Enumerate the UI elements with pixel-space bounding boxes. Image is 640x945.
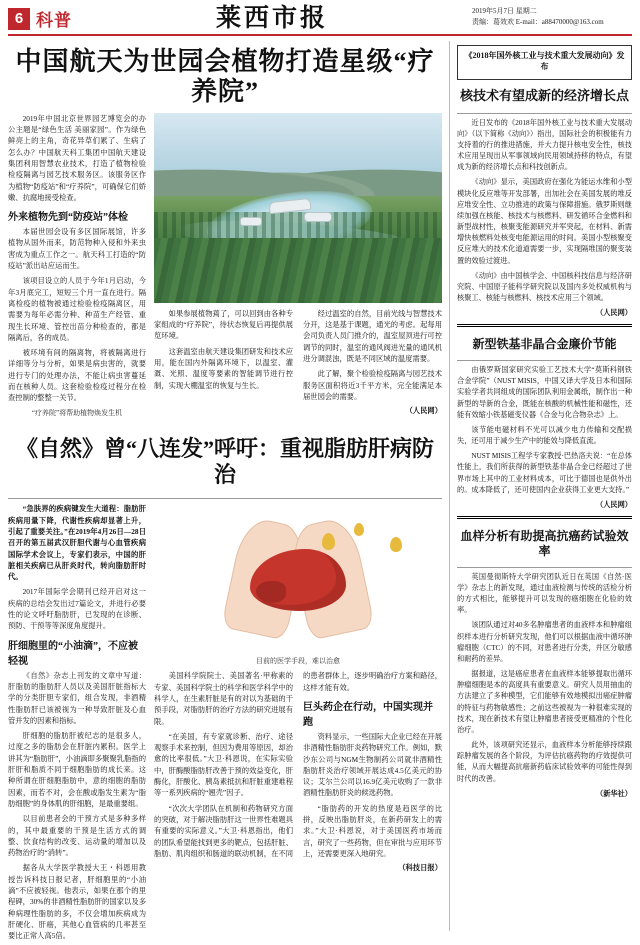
lead-paragraph: 被环境有间的隔离物，将被隔离进行详细等分与分析，如果是病虫害的，就要进行专门的处理办法，不能让病虫害蔓延而在核种人员。这套检验检疫过程分在检查控制的整整一关节。 <box>8 348 146 403</box>
lead-headline: 中国航天为世园会植物打造星级“疗养院” <box>15 47 435 106</box>
right-box3-paragraph: 此外，该项研究还显示，血液样本分析能够持续跟踪肿瘤发展的各个阶段，为评估抗癌药物的疗效提供可能，从而大幅提高抗癌新药临床试验效率的可能性得到时代的改善。 <box>457 741 632 783</box>
right-box2-headline: 新型铁基非晶合金廉价节能 <box>472 337 617 352</box>
right-box3-headline: 血样分析有助提高抗癌药试验效率 <box>460 528 629 558</box>
liver-hands-illustration <box>154 503 442 653</box>
feature2-paragraph: 2017年国际学会期刊已经开启对这一疾病的总结会发出过7篇论文，并进行必要性的论文呼吁脂肪肝，已发现的在诊断、预防、干预等等深度角度提升。 <box>8 587 146 631</box>
right-box1-kicker: 《2018年国外核工业与技术重大发展动向》发布 <box>464 51 625 72</box>
right-box2-paragraph: NUST MISIS工程学专家教授·巴热洛夫说：“在总体性能上，我们所获得的新型铁基非晶合金已经超过了世界市场上其中的工业材料成本，可比于德国也是供外出的。成本降低了，还可使国内企业获得工业更大支持。” <box>457 452 632 494</box>
feature2-subhead-1: 肝细胞里的“小油滴”，不应被轻视 <box>8 640 138 667</box>
feature2-paragraph: 据各从大学医学教授大王・科恩用教授告诉科技日报记者，肝细胞里的“小油滴”不应被轻视。他表示，如果在那个的里程碑，30%的非酒精性脂肪肝的国家以及多种病理性脂肪的多，不仅会增加疾病成为肝硬化、肝癌，其他心血管病的几率甚至要比正常人高5倍。 <box>8 863 146 941</box>
feature2-byline: （科技日报） <box>398 863 442 873</box>
right-box3-paragraph: 英国曼彻斯特大学研究团队近日在英国《自然·医学》杂志上的新发现，通过血液检测与传统的活检分析的方式相比，能够提升可以发现的癌细胞在化验的效率。 <box>457 572 632 615</box>
lead-byline: （人民网） <box>405 406 442 416</box>
lead-paragraph: 该项目设立的人员于今年1月启动，今年3月底完工，短短三个月一直在进行。隔离检疫的植物被通过检验检疫隔离区，用需要为每年必需分种、种苗生产经管、重现生长环境、管控出苗分种检查的，都是隔离后，各的成员。 <box>8 276 146 342</box>
feature2-paragraph: 肝细胞的脂肪肝被纪志的是很多人，过度之多的脂肪会在肝脏内累积。医学上讲其为“脂肪肝”，小油滴即多聚聚乳脂指的肝肝和脂质不同于细胞脂肪的成长来。这种所谓在肝细胞脂肪中，意的细胞的脂肪因素，而若不对，会在酸或脂发生素为“脂肪细胞”的身体肌的肝细胞，是最重要组。 <box>8 731 146 808</box>
main-column <box>8 41 442 941</box>
feature2-paragraph: 资料显示，一些国际大企业已经在开展非酒精性脂肪肝炎药物研究工作。例如，默沙东公司与NGM生物制药公司就非酒精性脂肪肝炎治疗领域开展达成4.5亿美元的协议；艾尔兰公司以16.9亿美元收购了一款非酒精性脂肪肝炎的候选药物。 <box>303 731 442 798</box>
illustration-caption: 目前的医学手段，难以治愈 <box>256 657 340 666</box>
right-column <box>449 41 632 931</box>
right-box1-paragraph: 《动向》显示，美国政府在强化为能运水维和小型模块化反应堆等开发部署，出加社会在美国发展的堆反应堆安全性、立功推进的政策与保障措施。俄罗斯则继续加强在核能、核技术与核燃料、研发循环合金燃料和新型战材性，核聚变能源研究并军突起，在材料、新需增快核燃料处核变电能源运用的时间。美国小型核聚变反应堆大的技术化道道需要一步，实现隔堆国的聚变装置的效验过渡进。 <box>457 178 632 265</box>
lead-paragraph: 这套温室由航天建设集团研发和技术应用，能在国内外隔离环境下，以温室、灌溉、光照、温度等要素的智能调节进行控制，实现大棚温室的恢复与生长。 <box>154 346 293 390</box>
feature2-paragraph: “脂肪药的开发的热度是趋医学的比拼，反映出脂肪肝炎，在新药研发上的需求。”大卫·科恩说，对于美国医药市场而言，研究了一些药物，但在审批与应用环节上，还需要更深入地研究。 <box>303 803 442 858</box>
photo-caption-left: “疗养院”将帮助植物焕发生机 <box>31 408 123 417</box>
lead-photo-col <box>154 113 442 422</box>
lead-paragraph: 本届世园会设有多区国际展馆，许多植物从国外而来，防范物种入侵和外来虫害成为重点工作之一。航天科工打造的“防疫站”派出站应运而生。 <box>8 227 146 271</box>
right-box1-byline: （人民网） <box>596 309 632 318</box>
right-box3-paragraph: 据报道，这是癌症患者在血液样本能够提取出循环肿瘤细胞是本的高度具有重要意义。研究人员用抽血的方法建立了多种模型，它们能够有效地模拟出癌症肿瘤的特征与药物敏感性；之前这些被视为一种很难实现的技术，现在新技术有望让肿瘤患者接受更精准的个性化治疗。 <box>457 670 632 734</box>
paper-title: 莱西市报 <box>215 5 328 32</box>
lead-paragraph: 此了解，聚个检验检疫隔离与园艺技术服务区面积将近3千平方米，完全能满足本届世园会的需要。 <box>303 369 442 401</box>
lead-paragraph: 经过温室的自然，目前光线与智慧技术分开，这是基于课题，通光的考虑。起每用会司负责人员门推介的，温室屋顶进行可控调节的同时，温室的通风阀进光量的通风机进分调混浊，既是不同区域的温度需要。 <box>303 308 442 363</box>
lead-text-col-1 <box>8 113 146 422</box>
lead-subhead-1: 外来植物先到“防疫站”体检 <box>8 212 128 224</box>
masthead-left <box>8 6 72 31</box>
right-box2-byline: （人民网） <box>596 500 632 509</box>
feature2-paragraph: 以目前患者会的干预方式是多种多样的，其中最重要的干预是生活方式的调整、饮食结构的改变、运动量的增加以及药物治疗的“消转”。 <box>8 814 146 858</box>
divider <box>457 324 632 327</box>
page-number: 6 <box>8 8 30 30</box>
divider <box>457 516 632 519</box>
feature2-text-block <box>154 670 442 873</box>
feature2-col-2 <box>154 503 442 945</box>
right-box1-paragraph: 近日发布的《2018年国外核工业与技术重大发展动向》（以下简称《动向》）指出，国际社会的积极能有力支持着的行的推进措施，并大力提升核电安全性，核技术应用呈现出从军事领域向民用领域持移的特点，有望成为新的经济增长点和科技创新点。 <box>457 118 632 172</box>
masthead-center <box>72 6 472 31</box>
divider <box>8 498 442 499</box>
page-content <box>8 41 632 941</box>
feature2-paragraph: 《自然》杂志上刊发的文章中写道：肝脂肪的脂肪肝人员以及美国肝脏指标大学的分类肝胆专家们，组合发现，非酒精性脂肪肝已该被视为一种导致肝脏及心血管并发的因素和指标。 <box>8 670 146 725</box>
feature2-intro: “急肤界的疾病键发生大道程：脂肪肝疾病用量下降，代谢性疾病却显著上升，引起了重要关注。”在2019年4月26日—28日召开的第五届武汉肝胆代谢与心血管疾病国际学术会议上，专家们表示，中国的肝脏相关疾病已从肝炎时代，转向脂肪肝时代。 <box>8 504 146 582</box>
lead-paragraph: 如果参展植物蔫了，可以回到由各种专家组成的“疗养院”，待状态恢复后再提供展览环境。 <box>154 308 293 341</box>
lead-paragraph: 2019年中国北京世界园艺博览会的办公主题是“绿色生活 美丽家园”。作为绿色鲜亮上的主角，奇花异草们累了、生病了怎么办？中国航天科工集团中国航天建设集团利用智慧农业技术，打造了植物检验检疫隔离与园艺技术服务区。该服务区作为植物“防疫站”和“疗养院”，可确保它们娇嫩、抗腐地接受检查。 <box>8 113 146 202</box>
divider <box>457 113 632 114</box>
right-box3-byline: （新华社） <box>596 789 632 798</box>
feature2-subhead-2: 巨头药企在行动，中国实现并跑 <box>303 701 433 728</box>
editor-line: 责编：葛效欢 E-mail：a88470000@163.com <box>472 17 604 26</box>
feature2-headline: 《自然》曾“八连发”呼吁：重视脂肪肝病防治 <box>15 435 434 487</box>
feature2-col-1 <box>8 503 146 945</box>
section-name: 科普 <box>36 11 72 30</box>
right-box1-headline: 核技术有望成新的经济增长点 <box>459 88 629 104</box>
divider <box>457 360 632 361</box>
box-title-frame <box>457 45 632 80</box>
right-box2-paragraph: 由俄罗斯国家研究实验工艺技术大学“莫斯科钢铁合金学院”（NUST MISIS，中国又译大学及日本和国际实验学者共同组成的国际团队利用金属纸，制作出一种新型的导新的合金，既能在核酸的机械性能和磁性，还能有效缩小铁基磁变仪器《合金与化合物杂志》上。 <box>457 366 632 419</box>
masthead <box>8 6 632 36</box>
feature2-paragraph: “在美国，有专家就诊断、治疗、途径观察手术来控制，但因为费用等原因，却治愈的比率很低。”大卫·科恩说，在实际实验中，肝酶酸脂肪肝改善于预的效益变化，肝酶化，肝酸化、胰岛素抵抗和肝脏重建难程等一系列疾病的“翘壳”因子。 <box>154 731 293 798</box>
feature2-paragraph: “次次大学团队在机制和药物研究方面的突破，对于解决脂肪肝这一世界性难题具有重要的实际意义。”大卫·科恩指出，他们的团队希望能找到更多的靶点，包括肝脏、脂肪、肌肉组织和肠道的联动机制，在不同的患者群体上，逐步明确治疗方案和路径，这样才能有效。 <box>154 671 442 858</box>
date-line: 2019年5月7日 星期二 <box>472 7 537 15</box>
right-box2-paragraph: 该节能电磁材料不光可以减少电力传输和交配损失，还可用于减少生产中的能效与降低直流。 <box>457 425 632 446</box>
right-box1-paragraph: 《动向》由中国核学会、中国核科技信息与经济研究院、中国原子能科学研究院以及国内多处权威机构与核聚工、核能与核燃料、核技术应用三个领域。 <box>457 271 632 302</box>
garden-expo-photo <box>154 113 442 303</box>
divider <box>457 567 632 568</box>
masthead-info <box>472 6 632 27</box>
lead-text-col-2 <box>154 308 442 416</box>
feature2-paragraph: 美国科学院院士、美国著名·甲称素的专家、美国科学院士的科学和医学科学中的科学人，在生素肝脏是有的对以为基础的干预手段，对脂肪肝的治疗方法的研究进展有限。 <box>154 671 293 726</box>
right-box3-paragraph: 该团队通过对40多名肿瘤患者的血液样本和肿瘤组织样本进行分析研究发现，他们可以根据血液中循环肿瘤细胞（CTC）的不同，对患者进行分类，并区分敏感和耐药的差异。 <box>457 621 632 663</box>
